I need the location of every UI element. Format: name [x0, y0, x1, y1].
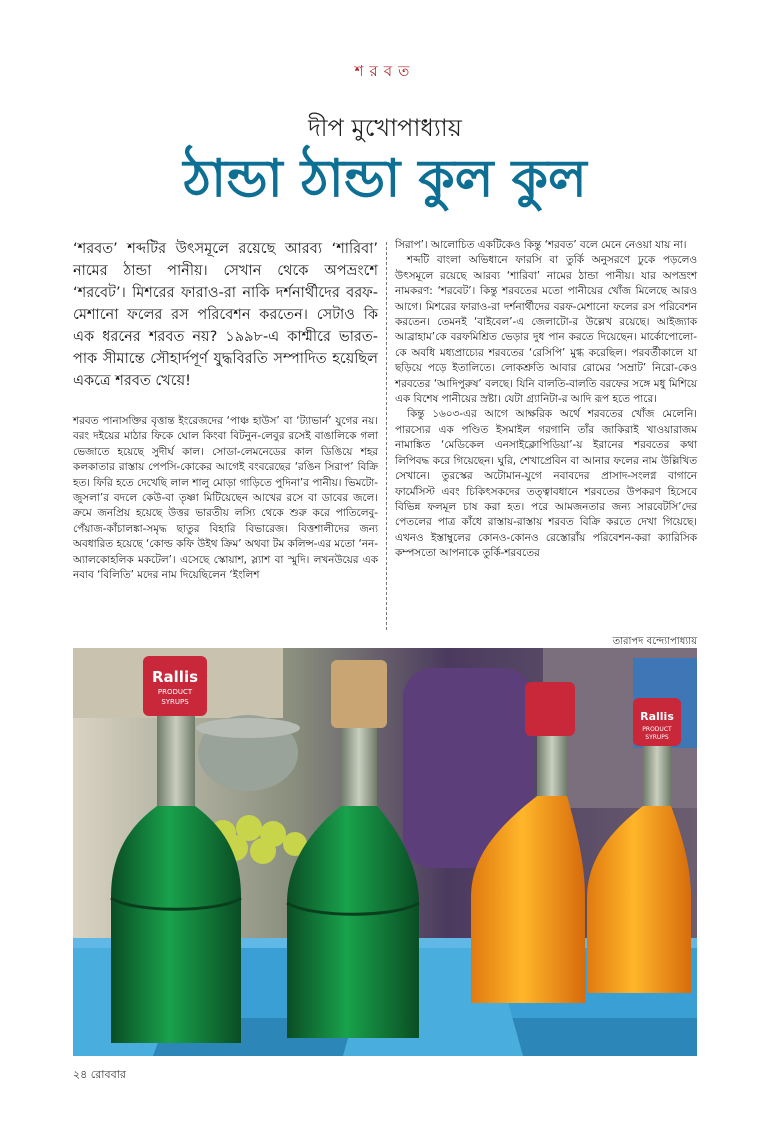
left-column — [73, 238, 378, 583]
bottle-label-brand-right: Rallis — [640, 710, 674, 723]
article-headline: ঠান্ডা ঠান্ডা কুল কুল — [183, 149, 587, 209]
syrup-bottles-photo — [73, 648, 697, 1056]
photo-credit: তারাপদ বন্দ্যোপাধ্যায় — [612, 636, 697, 647]
lead-paragraph: ‘শরবত’ শব্দটির উৎসমূলে রয়েছে আরব্য ‘শারিবা’ নামের ঠান্ডা পানীয়। সেখান থেকে অপভ্রংশে ‘শরবেট’। মিশরের ফারাও-রা নাকি দর্শনার্থীদের বরফ-মেশানো ফলের রস পরিবেশন করতেন। সেটাও কি এক ধরনের শরবত নয়? ১৯৯৮-এ কাশ্মীরে ভারত-পাক সীমান্তে সৌহার্দপূর্ণ যুদ্ধবিরতি সম্পাদিত হয়েছিল একত্রে শরবত খেয়ে! — [73, 241, 378, 389]
page-footer: ২৪ রোববার — [73, 1068, 126, 1081]
right-column — [395, 238, 697, 562]
author-name: দীপ মুখোপাধ্যায় — [308, 114, 462, 142]
bottle-label-syrups-right: SYRUPS — [645, 734, 669, 741]
bottle-label-brand: Rallis — [151, 668, 199, 686]
right-body-paragraph-3: কিন্তু ১৬০৩-এর আগে আক্ষরিক অর্থে শরবতের খোঁজ মেলেনি। পারস্যের এক পণ্ডিত ইসমাইল গরগানি তাঁর জাকিরাই খাওয়ারাজম নামাঙ্কিত ‘মেডিকেল এনসাইক্লোপিডিয়া’-য় ইরানের শরবতের কথা লিপিবদ্ধ করে গিয়েছেন। ঘুরি, শেখাপ্রেবিন বা আনার ফলের নাম উল্লিখিত সেখানে। তুরস্কের অটোমান-যুগে নবাবদের প্রাসাদ-সংলগ্ন বাগানে ফার্মেসিস্ট এবং চিকিৎসকদের তত্ত্বাবধানে শরবতের উপকরণ হিসেবে বিভিন্ন ফলমূল চাষ করা হত। পরে আমজনতার জন্য সারবেটসি’দের পেতলের পাত্র কাঁধে রাস্তায়-রাস্তায় শরবত বিক্রি করতে দেখা গিয়েছে। এখনও ইস্তাম্বুলের কোনও-কোনও রেস্তোরাঁয় পরিবেশন-করা ক্যারিসিক কম্পসতো আপনাকে তুর্কি-শরবতের — [395, 408, 697, 560]
section-tag: শরবত — [354, 62, 416, 80]
left-body-paragraph: শরবত পানাসক্তির বৃত্তান্ত ইংরেজদের ‘পাঞ্চ হাউস’ বা ‘ট্যাভার্ন’ যুগের নয়। বরং দইয়ের মাঠার ফিকে ঘোল কিংবা বিটনুন-লেবুর রসেই বাঙালিকে গলা ভেজাতে হয়েছে সুদীর্ঘ কাল। সোডা-লেমনেডের কাল ডিঙিয়ে শহর কলকাতার রাস্তায় পেপসি-কোকের আগেই বংবরেছের ‘রঙিন সিরাপ’ বিক্রি হত। ফিরি হতে দেখেছি লাল শালু মোড়া গাড়িতে পুদিনা’র পানীয়। ভিমটো-জুসলা’র বদলে কেউ-বা তৃষ্ণা মিটিয়েছেন আখের রসে বা ডাবের জলে। ক্রমে জনপ্রিয় হয়েছে উত্তর ভারতীয় লস্যি থেকে শুরু করে পাতিলেবু-পেঁয়াজ-কাঁচালঙ্কা-সমৃদ্ধ ছাতুর বিহারি বিভারেজ। বিত্তশালীদের জন্য অবধারিত হয়েছে ‘কোল্ড কফি উইথ ক্রিম’ অথবা টম কলিন্স-এর মতো ‘নন-অ্যালকোহলিক মকটেল’। এসেছে স্কোয়াশ, স্ল্যাশ বা স্মুদি। লখনউয়ের এক নবাব ‘বিলিতি’ মদের নাম দিয়েছিলেন ‘ইংলিশ — [73, 415, 378, 582]
bottle-label-product-right: PRODUCT — [642, 726, 672, 733]
right-body-paragraph-2: শব্দটি বাংলা অভিধানে ফারসি বা তুর্কি অনুসরণে ঢুকে পড়লেও উৎসমূলে রয়েছে আরব্য ‘শারিবা’ নামের ঠান্ডা পানীয়। যার অপভ্রংশ নামকরণ: ‘শরবেট’। কিন্তু শরবতের মতো পানীয়ের খোঁজ মিলেছে আরও আগে। মিশরের ফারাও-রা দর্শনার্থীদের বরফ-মেশানো ফলের রস পরিবেশন করতেন। তেমনই ‘বাইবেল’-এ জেলাটো-র উল্লেখ রয়েছে। আইজ্যাক আব্রাহাম’কে বরফমিশ্রিত ভেড়ার দুধ পান করতে দিয়েছেন। মার্কোপোলো-কে অবধি মধ্যপ্রাচ্যের শরবতের ‘রেসিপি’ মুগ্ধ করেছিল। পরবর্তীকালে যা ছড়িয়ে পড়ে ইতালিতে। লোকশ্রুতি আবার রোমের ‘সম্রাট’ নিরো-কেও শরবতের ‘আদিপুরুষ’ বলছে। যিনি বালতি-বালতি বরফের সঙ্গে মধু মিশিয়ে এক বিশেষ পানীয়ের স্রষ্টা। যেটা গ্র্যানিটা-র আদি রূপ হতে পারে। — [395, 254, 697, 406]
bottle-label-product: PRODUCT — [157, 688, 193, 696]
column-divider — [386, 242, 387, 630]
right-body-paragraph-1: সিরাপ’। আলোচিত একটিকেও কিন্তু ‘শরবত’ বলে মেনে নেওয়া যায় না। — [395, 239, 687, 251]
bottle-label-syrups: SYRUPS — [161, 698, 189, 706]
